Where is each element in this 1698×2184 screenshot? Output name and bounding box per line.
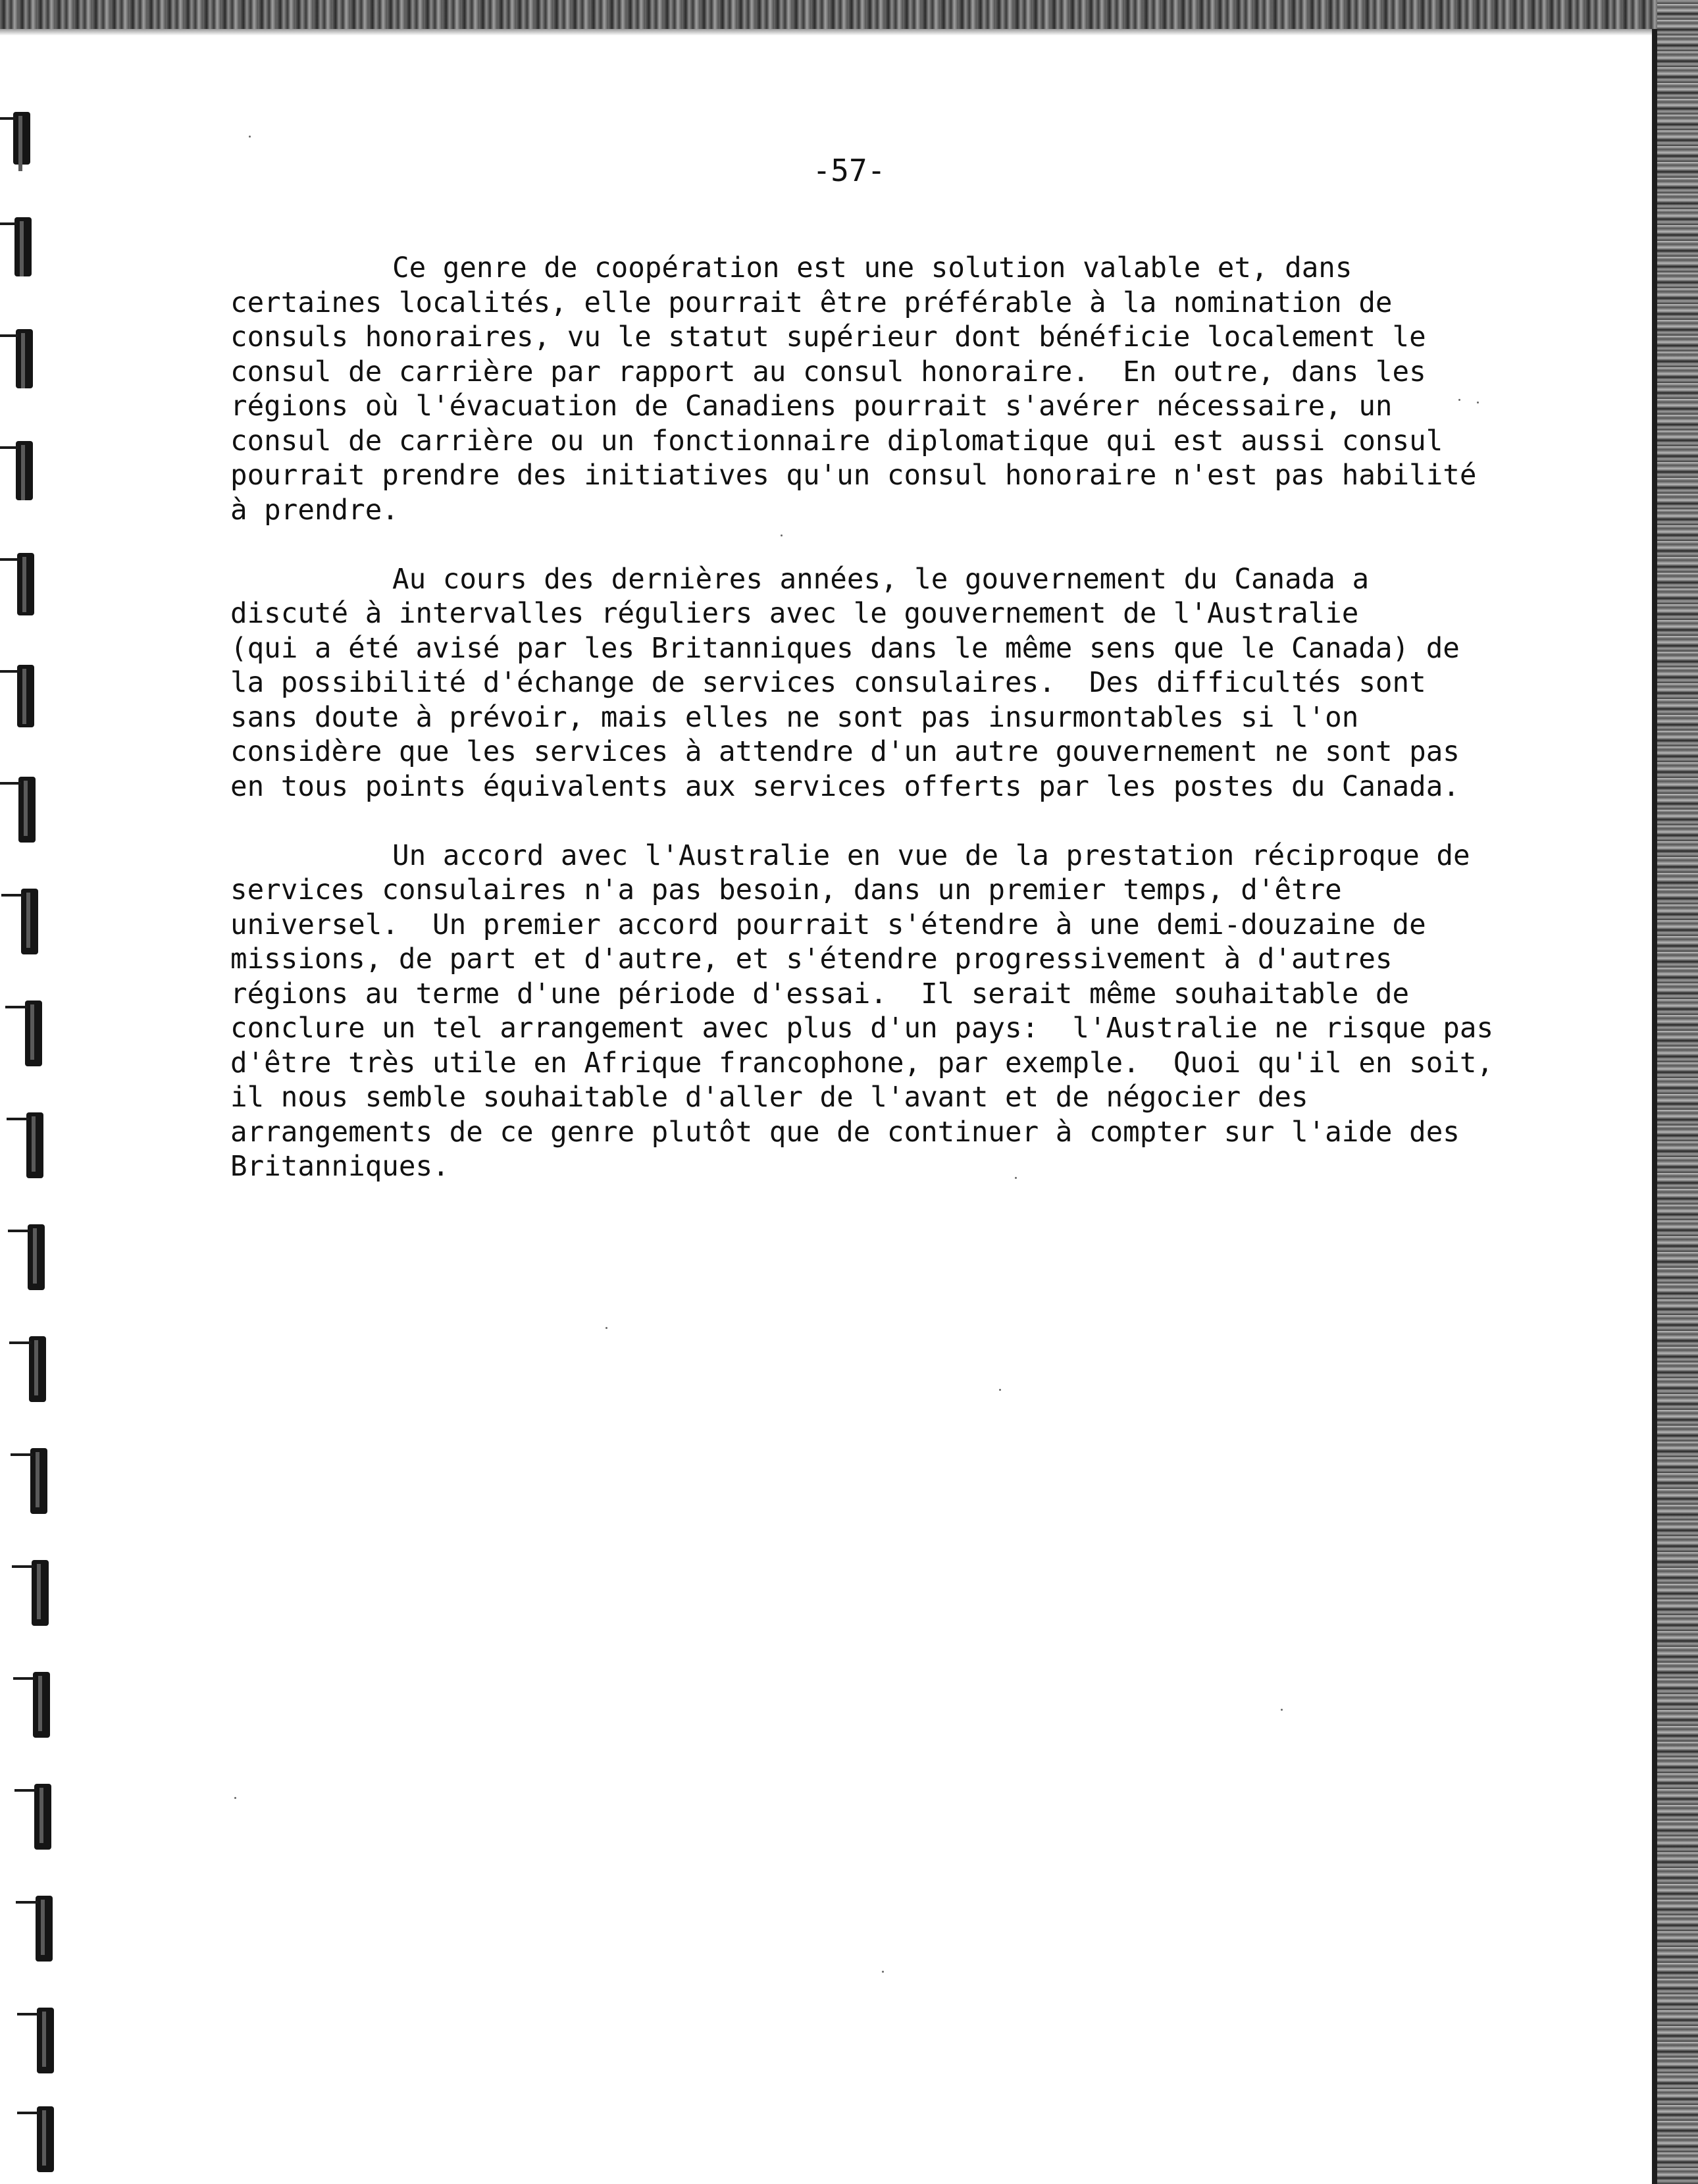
text-line: discuté à intervalles réguliers avec le gouvernement de l'Australie bbox=[230, 598, 1359, 630]
scanner-edge-right bbox=[1657, 0, 1698, 2184]
text-line: Au cours des dernières années, le gouvernement du Canada a bbox=[392, 563, 1370, 596]
binder-ring-icon bbox=[16, 329, 33, 388]
binder-ring-icon bbox=[32, 1560, 49, 1626]
scan-speck bbox=[1477, 402, 1479, 403]
binder-ring-icon bbox=[14, 217, 32, 276]
binder-ring-icon bbox=[29, 1336, 46, 1402]
scan-speck bbox=[1015, 1177, 1017, 1179]
binder-ring-icon bbox=[37, 2008, 54, 2073]
binder-ring-icon bbox=[17, 553, 34, 615]
binder-ring-icon bbox=[37, 2106, 54, 2172]
page-number: -57- bbox=[812, 153, 886, 188]
text-line: certaines localités, elle pourrait être préférable à la nomination de bbox=[230, 286, 1393, 319]
scan-speck bbox=[999, 1389, 1001, 1391]
text-line: à prendre. bbox=[230, 494, 399, 527]
scanner-edge-top bbox=[0, 0, 1698, 29]
text-line: Un accord avec l'Australie en vue de la prestation réciproque de bbox=[392, 839, 1470, 872]
text-line: il nous semble souhaitable d'aller de l'avant et de négocier des bbox=[230, 1081, 1308, 1114]
text-line: missions, de part et d'autre, et s'étendre progressivement à d'autres bbox=[230, 943, 1393, 975]
text-line: pourrait prendre des initiatives qu'un consul honoraire n'est pas habilité bbox=[230, 459, 1477, 492]
scanner-edge-shadow bbox=[0, 29, 1659, 36]
document-body bbox=[230, 251, 1494, 1219]
text-line: Ce genre de coopération est une solution valable et, dans bbox=[392, 252, 1352, 284]
text-line: consuls honoraires, vu le statut supérieur dont bénéficie localement le bbox=[230, 321, 1426, 353]
binder-ring-icon bbox=[16, 441, 33, 500]
text-line: services consulaires n'a pas besoin, dans un premier temps, d'être bbox=[230, 874, 1342, 906]
scan-speck bbox=[234, 1797, 236, 1799]
text-line: en tous points équivalents aux services offerts par les postes du Canada. bbox=[230, 770, 1460, 803]
text-line: consul de carrière par rapport au consul honoraire. En outre, dans les bbox=[230, 355, 1426, 388]
text-line: régions au terme d'une période d'essai. Il serait même souhaitable de bbox=[230, 977, 1410, 1010]
text-line: universel. Un premier accord pourrait s'étendre à une demi-douzaine de bbox=[230, 908, 1426, 941]
scan-speck bbox=[605, 1327, 607, 1329]
text-line: considère que les services à attendre d'un autre gouvernement ne sont pas bbox=[230, 736, 1460, 768]
text-line: consul de carrière ou un fonctionnaire diplomatique qui est aussi consul bbox=[230, 425, 1443, 457]
paragraph bbox=[230, 839, 1494, 1185]
text-line: sans doute à prévoir, mais elles ne sont pas insurmontables si l'on bbox=[230, 701, 1359, 734]
binder-ring-icon bbox=[28, 1224, 45, 1290]
text-line: (qui a été avisé par les Britanniques dans le même sens que le Canada) de bbox=[230, 632, 1460, 665]
text-line: Britanniques. bbox=[230, 1151, 450, 1183]
scanner-edge-right-inner bbox=[1652, 29, 1657, 2184]
paragraph bbox=[230, 251, 1477, 528]
text-line: d'être très utile en Afrique francophone, par exemple. Quoi qu'il en soit, bbox=[230, 1047, 1494, 1079]
text-line: arrangements de ce genre plutôt que de continuer à compter sur l'aide des bbox=[230, 1116, 1460, 1149]
binder-ring-icon bbox=[26, 1112, 43, 1178]
scan-speck bbox=[1458, 399, 1460, 401]
text-line: la possibilité d'échange de services consulaires. Des difficultés sont bbox=[230, 667, 1426, 699]
binder-ring-icon bbox=[18, 777, 36, 843]
binder-ring-icon bbox=[36, 1896, 53, 1962]
binder-ring-icon bbox=[30, 1448, 47, 1514]
text-line: conclure un tel arrangement avec plus d'un pays: l'Australie ne risque pas bbox=[230, 1012, 1494, 1045]
binder-ring-icon bbox=[34, 1784, 51, 1850]
scan-speck bbox=[1281, 1709, 1283, 1711]
scan-speck bbox=[882, 1971, 884, 1973]
binder-ring-icon bbox=[25, 1001, 42, 1066]
text-line: régions où l'évacuation de Canadiens pourrait s'avérer nécessaire, un bbox=[230, 390, 1393, 423]
scan-speck bbox=[781, 534, 783, 536]
scan-speck bbox=[249, 136, 251, 138]
binder-ring-icon bbox=[21, 889, 38, 954]
binder-ring-icon bbox=[33, 1672, 50, 1738]
paragraph bbox=[230, 563, 1468, 805]
binder-ring-icon bbox=[17, 665, 34, 727]
binder-rings bbox=[0, 0, 79, 2184]
